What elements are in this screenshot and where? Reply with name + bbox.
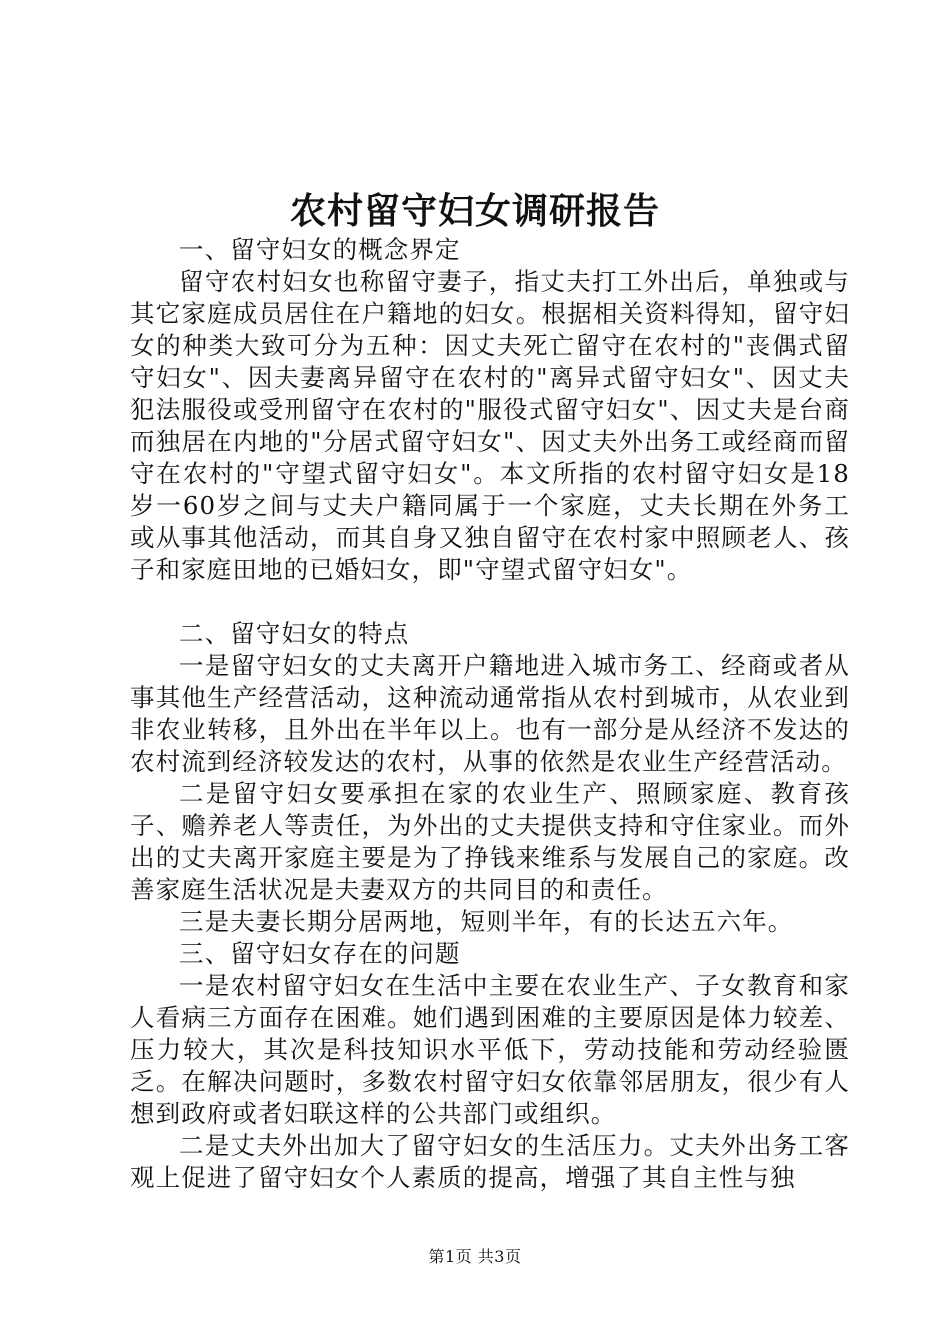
document-title: 农村留守妇女调研报告 [289, 190, 660, 232]
page-footer: 第1页 共3页 [428, 1247, 522, 1266]
paragraph-feature-1: 一是留守妇女的丈夫离开户籍地进入城市务工、经商或者从事其他生产经营活动，这种流动通常指从农村到城市，从农业到非农业转移，且外出在半年以上。也有一部分是从经济不发达的农村流到经济较发达的农村，从事的依然是农业生产经营活动。 [130, 651, 850, 776]
section-heading-3: 三、留守妇女存在的问题 [179, 939, 461, 968]
paragraph-spacer [130, 586, 850, 618]
paragraph-feature-3: 三是夫妻长期分居两地，短则半年，有的长达五六年。 [179, 907, 794, 936]
paragraph-feature-2: 二是留守妇女要承担在家的农业生产、照顾家庭、教育孩子、赡养老人等责任，为外出的丈夫提供支持和守住家业。而外出的丈夫离开家庭主要是为了挣钱来维系与发展自己的家庭。改善家庭生活状况是夫妻双方的共同目的和责任。 [130, 779, 850, 904]
section-heading-2: 二、留守妇女的特点 [179, 619, 410, 648]
paragraph-problem-1: 一是农村留守妇女在生活中主要在农业生产、子女教育和家人看病三方面存在困难。她们遇到困难的主要原因是体力较差、压力较大，其次是科技知识水平低下，劳动技能和劳动经验匮乏。在解决问题时，多数农村留守妇女依靠邻居朋友，很少有人想到政府或者妇联这样的公共部门或组织。 [130, 971, 850, 1128]
paragraph-problem-2: 二是丈夫外出加大了留守妇女的生活压力。丈夫外出务工客观上促进了留守妇女个人素质的提高，增强了其自主性与独 [130, 1131, 850, 1192]
paragraph-definition: 留守农村妇女也称留守妻子，指丈夫打工外出后，单独或与其它家庭成员居住在户籍地的妇女。根据相关资料得知，留守妇女的种类大致可分为五种：因丈夫死亡留守在农村的"丧偶式留守妇女"、因夫妻离异留守在农村的"离异式留守妇女"、因丈夫犯法服役或受刑留守在农村的"服役式留守妇女"、因丈夫是台商而独居在内地的"分居式留守妇女"、因丈夫外出务工或经商而留守在农村的"守望式留守妇女"。本文所指的农村留守妇女是18岁一60岁之间与丈夫户籍同属于一个家庭，丈夫长期在外务工或从事其他活动，而其自身又独自留守在农村家中照顾老人、孩子和家庭田地的已婚妇女，即"守望式留守妇女"。 [130, 267, 850, 584]
document-body [130, 234, 850, 1194]
section-heading-1: 一、留守妇女的概念界定 [179, 235, 461, 264]
